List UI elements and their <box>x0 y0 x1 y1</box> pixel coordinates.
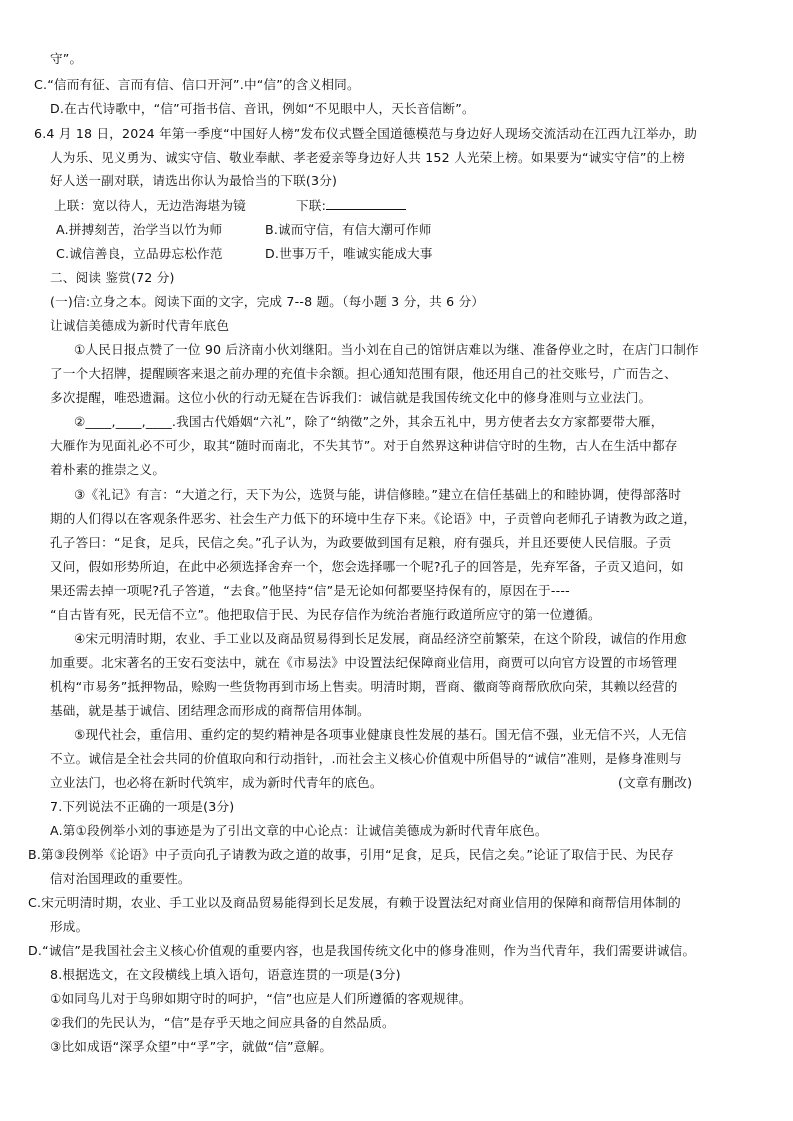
text-line: 基础，就是基于诚信、团结理念而形成的商帮信用体制。 <box>50 703 370 718</box>
text-line: ⑤现代社会，重信用、重约定的契约精神是各项事业健康良性发展的基石。国无信不强，业无信不兴，人无信 <box>74 727 687 742</box>
text-line: ①人民日报点赞了一位 90 后济南小伙刘继阳。当小刘在自己的馆饼店难以为继、准备停业之时，在店门口制作 <box>74 342 699 357</box>
text-line: (一)信:立身之本。阅读下面的文字，完成 7--8 题。（每小题 3 分，共 6 分） <box>50 294 485 309</box>
text-line: 守”。 <box>50 51 83 66</box>
text-line: 立业法门，也必将在新时代筑牢，成为新时代青年的底色。 <box>50 775 383 790</box>
text-line: ④宋元明清时期，农业、手工业以及商品贸易得到长足发展，商品经济空前繁荣，在这个阶段，诚信的作用愈 <box>74 631 687 646</box>
text-line: ③比如成语“深孚众望”中“孚”字，就做“信”意解。 <box>50 1039 333 1054</box>
source-note: (文章有删改) <box>618 775 693 790</box>
text-line: 6.4 月 18 日，2024 年第一季度“中国好人榜”发布仪式暨全国道德模范与身边好人现场交流活动在江西九江举办，助 <box>34 126 698 141</box>
text-line: 7.下列说法不正确的一项是(3分) <box>50 799 235 814</box>
text-line: 果还需去掉一项呢?孔子答道，“去食。”他坚持“信”是无论如何都要坚持保有的，原因在于---- <box>50 583 570 598</box>
text-line: C.宋元明清时期，农业、手工业以及商品贸易能得到长足发展，有赖于设置法纪对商业信用的保障和商帮信用体制的 <box>28 895 681 910</box>
text-line: 形成。 <box>50 919 89 934</box>
text-line: D.在古代诗歌中，“信”可指书信、音讯，例如“不见眼中人，天长音信断”。 <box>50 101 475 116</box>
text-line: 信对治国理政的重要性。 <box>50 871 191 886</box>
fill-in-blanks: ____,____,____. <box>85 414 177 429</box>
text-line: 好人送一副对联，请选出你认为最恰当的下联(3分) <box>50 173 338 188</box>
text-line: 不立。诚信是全社会共同的价值取向和行动指针，.而社会主义核心价值观中所倡导的“诚信”准则，是修身准则与 <box>50 751 682 766</box>
text-line: A.第①段例举小刘的事迹是为了引出文章的中心论点：让诚信美德成为新时代青年底色。 <box>50 823 548 838</box>
text-line: C.诚信善良，立品毋忘松作范 <box>56 246 223 261</box>
option-d: D.世事万千，唯诚实能成大事 <box>265 246 433 261</box>
text-line: ③《礼记》有言：“大道之行，天下为公，选贤与能，讲信修睦。”建立在信任基础上的和睦协调，使得部落时 <box>74 487 682 502</box>
text-line: 二、阅读 鉴赏(72 分) <box>50 270 175 285</box>
text-line: 了一个大招牌，提醒顾客来退之前办理的充值卡余额。担心通知范围有限，他还用自己的社交账号，广而告之、 <box>50 366 677 381</box>
text-line: ①如同鸟儿对于鸟卵如期守时的呵护，“信”也应是人们所遵循的客观规律。 <box>50 991 472 1006</box>
text-line: 让诚信美德成为新时代青年底色 <box>50 318 230 333</box>
paragraph-2-text: 我国古代婚姻“六礼”，除了“纳徵”之外，其余五礼中，男方使者去女方家都要带大雁， <box>176 414 664 429</box>
xialian-label: 下联: <box>296 197 406 215</box>
text-line: C.“信而有征、言而有信、信口开河”.中“信”的含义相同。 <box>34 77 360 92</box>
paragraph-2-first-line <box>74 413 664 431</box>
text-line: “自古皆有死，民无信不立”。他把取信于民、为民存信作为统治者施行政道所应守的第一位遵循。 <box>50 607 601 622</box>
text-line: ②我们的先民认为，“信”是存乎天地之间应具备的自然品质。 <box>50 1015 395 1030</box>
text-line: B.第③段例举《论语》中子贡向孔子请教为政之道的故事，引用“足食，足兵，民信之矣。”论证了取信于民、为民存 <box>28 847 674 862</box>
text-line: 8.根据选文，在文段横线上填入语句，语意连贯的一项是(3分) <box>50 967 401 982</box>
text-line: 孔子答曰：“足食，足兵，民信之矣。”孔子认为，为政要做到国有足粮，府有强兵，并且还要使人民信服。子贡 <box>50 535 672 550</box>
option-b: B.诚而守信，有信大潮可作师 <box>265 222 432 237</box>
text-line: 大雁作为见面礼必不可少，取其“随时而南北，不失其节”。对于自然界这种讲信守时的生物，古人在生活中都存 <box>50 438 678 453</box>
text-line: D.“诚信”是我国社会主义核心价值观的重要内容，也是我国传统文化中的修身准则，作为当代青年，我们需要讲诚信。 <box>28 943 696 958</box>
text-line: 着朴素的推崇之义。 <box>50 462 166 477</box>
text-line: 机构“市易务”抵押物品，赊购一些货物再到市场上售卖。明清时期，晋商、徽商等商帮欣欣向荣，其赖以经营的 <box>50 679 678 694</box>
text-line: 多次提醒，唯恐遗漏。这位小伙的行动无疑在告诉我们：诚信就是我国传统文化中的修身准则与立业法门。 <box>50 390 652 405</box>
text-line: 上联：宽以待人，无边浩海堪为镜 <box>54 198 246 213</box>
answer-blank <box>326 197 406 210</box>
text-line: 人为乐、见义勇为、诚实守信、敬业奉献、孝老爱亲等身边好人共 152 人光荣上榜。如果要为“诚实守信”的上榜 <box>50 150 686 165</box>
text-line: 加重要。北宋著名的王安石变法中，就在《市易法》中设置法纪保障商业信用，商贾可以向官方设置的市场管理 <box>50 655 677 670</box>
paragraph-number: ② <box>74 414 86 429</box>
text-line: A.拼搏刻苦，治学当以竹为师 <box>56 222 223 237</box>
text-line: 期的人们得以在客观条件恶劣、社会生产力低下的环境中生存下来。《论语》中，子贡曾向老师孔子请教为政之道， <box>50 511 697 526</box>
text-line: 又问，假如形势所迫，在此中必须选择舍弃一个，您会选择哪一个呢?孔子的回答是，先弃军备，子贡又追问，如 <box>50 559 684 574</box>
